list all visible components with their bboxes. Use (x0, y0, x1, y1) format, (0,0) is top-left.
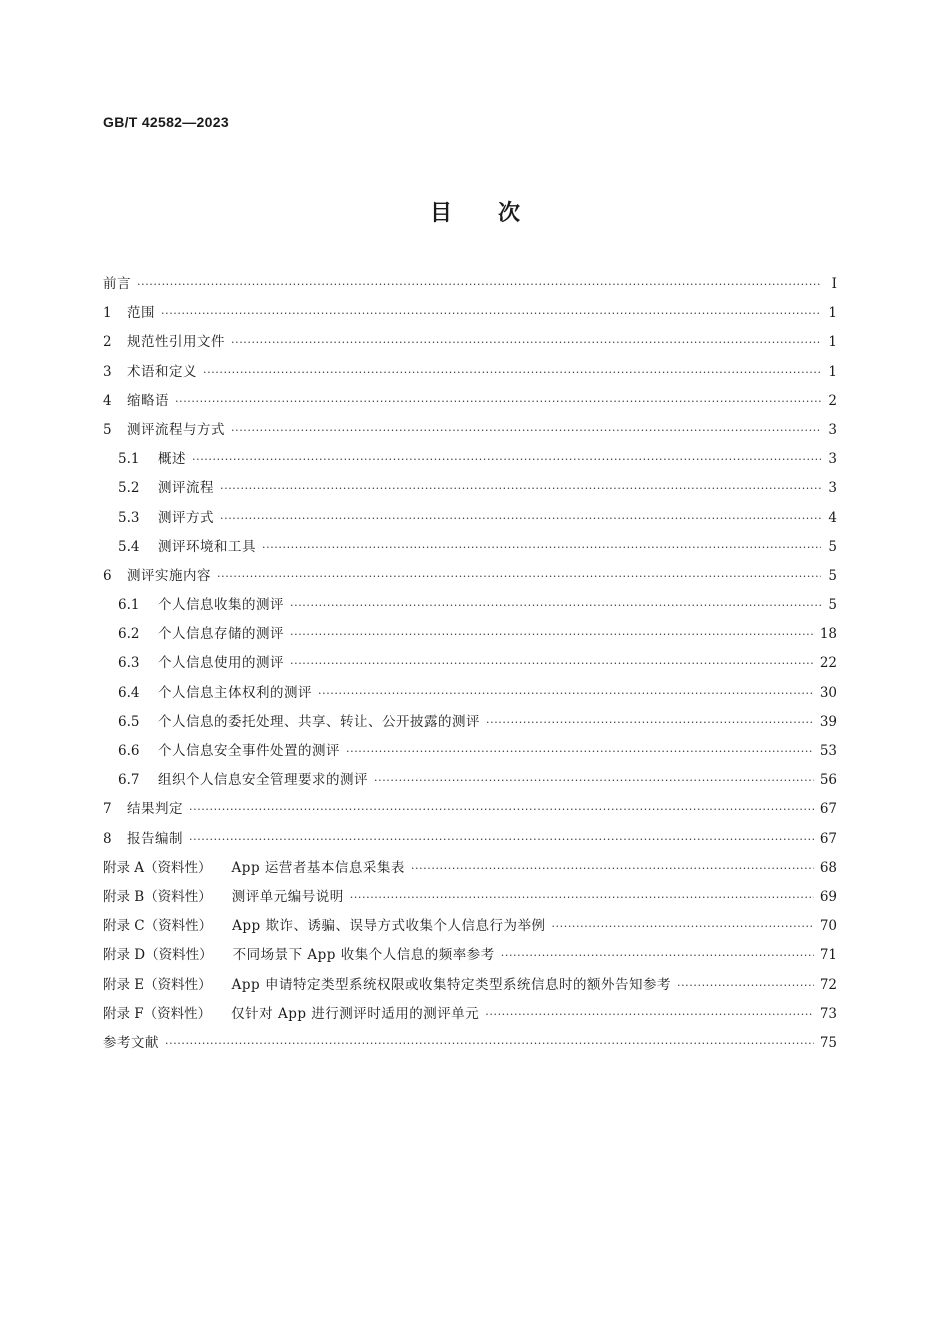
toc-number: 6.4 (118, 684, 140, 701)
toc-number: 2 (103, 334, 112, 351)
toc-leader (231, 328, 821, 357)
toc-number: 5.3 (118, 509, 140, 526)
toc-entry-foreword[interactable] (103, 270, 837, 299)
toc-page: 18 (819, 626, 837, 643)
toc-label: 范围 (127, 305, 155, 322)
toc-leader (189, 825, 814, 854)
toc-annex-label: 附录 C（资料性） (103, 918, 213, 935)
toc-label: 规范性引用文件 (127, 334, 225, 351)
toc-entry-annex-a[interactable] (103, 854, 837, 883)
toc-number: 7 (103, 801, 112, 818)
toc-leader (485, 1000, 814, 1029)
toc-number: 5.1 (118, 451, 140, 468)
toc-entry-6-3[interactable] (103, 649, 837, 678)
toc-number: 6.6 (118, 743, 140, 759)
toc-label: 缩略语 (127, 392, 169, 409)
toc-label: 不同场景下 App 收集个人信息的频率参考 (232, 947, 495, 964)
toc-entry-5-3[interactable] (103, 504, 837, 533)
toc-leader (290, 591, 821, 620)
toc-leader (161, 299, 821, 328)
toc-leader (290, 649, 814, 678)
toc-label: 前言 (103, 276, 131, 292)
toc-label: 组织个人信息安全管理要求的测评 (158, 772, 368, 789)
toc-leader (189, 795, 814, 824)
toc-page: 3 (828, 451, 837, 468)
toc-page: 1 (828, 334, 837, 351)
toc-leader (350, 883, 814, 912)
toc-page: Ⅰ (831, 276, 837, 292)
toc-page: 3 (828, 480, 837, 497)
toc-label: App 申请特定类型系统权限或收集特定类型系统信息时的额外告知参考 (231, 976, 671, 993)
toc-entry-1[interactable] (103, 299, 837, 328)
toc-page: 53 (819, 743, 837, 759)
toc-page: 75 (819, 1034, 837, 1051)
toc-leader (374, 766, 814, 795)
toc-page: 67 (819, 830, 837, 847)
toc-entry-3[interactable] (103, 358, 837, 387)
toc-label: 参考文献 (103, 1034, 159, 1051)
toc-page: 71 (819, 947, 837, 964)
toc-page: 5 (828, 538, 837, 555)
toc-entry-6[interactable] (103, 562, 837, 591)
toc-page: 1 (828, 363, 837, 380)
toc-label: 结果判定 (127, 801, 183, 818)
toc-number: 8 (103, 830, 112, 847)
toc-leader (486, 708, 814, 737)
toc-label: 测评方式 (158, 509, 214, 526)
toc-page: 56 (819, 772, 837, 789)
toc-entry-6-6[interactable] (103, 737, 837, 766)
toc-entry-6-1[interactable] (103, 591, 837, 620)
toc-number: 1 (103, 305, 112, 322)
toc-page: 68 (819, 859, 837, 876)
toc-number: 6.1 (118, 597, 140, 614)
toc-leader (501, 941, 814, 970)
toc-page: 5 (828, 597, 837, 614)
toc-label: 个人信息存储的测评 (158, 626, 284, 643)
toc-entry-4[interactable] (103, 387, 837, 416)
standard-code: GB/T 42582—2023 (103, 114, 229, 130)
title-char-2: 次 (498, 201, 521, 226)
toc-page: 72 (819, 976, 837, 993)
toc-page: 39 (819, 713, 837, 730)
toc-label: 个人信息的委托处理、共享、转让、公开披露的测评 (158, 713, 480, 730)
toc-entry-annex-d[interactable] (103, 941, 837, 970)
toc-label: App 欺诈、诱骗、误导方式收集个人信息行为举例 (232, 918, 546, 935)
toc-page: 30 (819, 684, 837, 701)
toc-label: 测评流程 (158, 480, 214, 497)
toc-entry-6-2[interactable] (103, 620, 837, 649)
toc-page: 4 (828, 509, 837, 526)
toc-entry-bibliography[interactable] (103, 1029, 837, 1058)
toc-number: 6.7 (118, 772, 140, 789)
toc-entry-8[interactable] (103, 825, 837, 854)
page-title (0, 196, 950, 227)
toc-leader (217, 562, 821, 591)
toc-annex-label: 附录 E（资料性） (103, 976, 212, 993)
toc-entry-annex-b[interactable] (103, 883, 837, 912)
toc-page: 70 (819, 918, 837, 935)
toc-page: 1 (828, 305, 837, 322)
toc-page: 5 (828, 567, 837, 584)
toc-label: 个人信息使用的测评 (158, 655, 284, 672)
toc-annex-label: 附录 B（资料性） (103, 888, 212, 905)
toc-page: 73 (819, 1005, 837, 1022)
toc-annex-label: 附录 A（资料性） (103, 859, 212, 876)
toc-entry-annex-c[interactable] (103, 912, 837, 941)
toc-number: 5.2 (118, 480, 140, 497)
toc-page: 2 (828, 392, 837, 409)
toc-leader (203, 358, 821, 387)
toc-label: 个人信息主体权利的测评 (158, 684, 312, 701)
toc-label: 仅针对 App 进行测评时适用的测评单元 (231, 1005, 480, 1022)
toc-number: 5.4 (118, 538, 140, 555)
toc-number: 6.2 (118, 626, 140, 643)
toc-leader (220, 504, 821, 533)
toc-label: 报告编制 (127, 830, 183, 847)
toc-label: 测评单元编号说明 (231, 888, 344, 905)
toc-number: 4 (103, 392, 112, 409)
toc-label: 测评实施内容 (127, 567, 211, 584)
toc-leader (677, 971, 814, 1000)
toc-label: 个人信息安全事件处置的测评 (158, 743, 340, 759)
table-of-contents (103, 270, 837, 1058)
toc-leader (192, 445, 821, 474)
toc-label: 测评流程与方式 (127, 421, 225, 438)
toc-page: 69 (819, 888, 837, 905)
toc-entry-5-2[interactable] (103, 474, 837, 503)
toc-entry-5-4[interactable] (103, 533, 837, 562)
toc-number: 6 (103, 567, 112, 584)
toc-leader (220, 474, 821, 503)
toc-entry-7[interactable] (103, 795, 837, 824)
toc-entry-6-7[interactable] (103, 766, 837, 795)
toc-number: 6.3 (118, 655, 140, 672)
toc-entry-6-5[interactable] (103, 708, 837, 737)
toc-label: 概述 (158, 451, 186, 468)
toc-page: 3 (828, 421, 837, 438)
toc-number: 5 (103, 421, 112, 438)
toc-leader (551, 912, 813, 941)
toc-leader (231, 416, 821, 445)
toc-leader (137, 270, 821, 299)
toc-leader (175, 387, 821, 416)
toc-entry-5-1[interactable] (103, 445, 837, 474)
toc-entry-6-4[interactable] (103, 679, 837, 708)
toc-entry-annex-f[interactable] (103, 1000, 837, 1029)
toc-entry-5[interactable] (103, 416, 837, 445)
toc-label: 术语和定义 (127, 363, 197, 380)
title-char-1: 目 (429, 201, 452, 226)
toc-leader (318, 679, 814, 708)
toc-annex-label: 附录 F（资料性） (103, 1005, 212, 1022)
toc-label: 个人信息收集的测评 (158, 597, 284, 614)
toc-leader (262, 533, 821, 562)
toc-leader (290, 620, 814, 649)
toc-leader (346, 737, 814, 766)
toc-page: 67 (819, 801, 837, 818)
toc-number: 3 (103, 363, 112, 380)
toc-label: 测评环境和工具 (158, 538, 256, 555)
toc-label: App 运营者基本信息采集表 (231, 859, 405, 876)
toc-annex-label: 附录 D（资料性） (103, 947, 213, 964)
toc-page: 22 (819, 655, 837, 672)
toc-entry-2[interactable] (103, 328, 837, 357)
toc-leader (411, 854, 814, 883)
toc-entry-annex-e[interactable] (103, 971, 837, 1000)
toc-leader (165, 1029, 814, 1058)
toc-number: 6.5 (118, 713, 140, 730)
